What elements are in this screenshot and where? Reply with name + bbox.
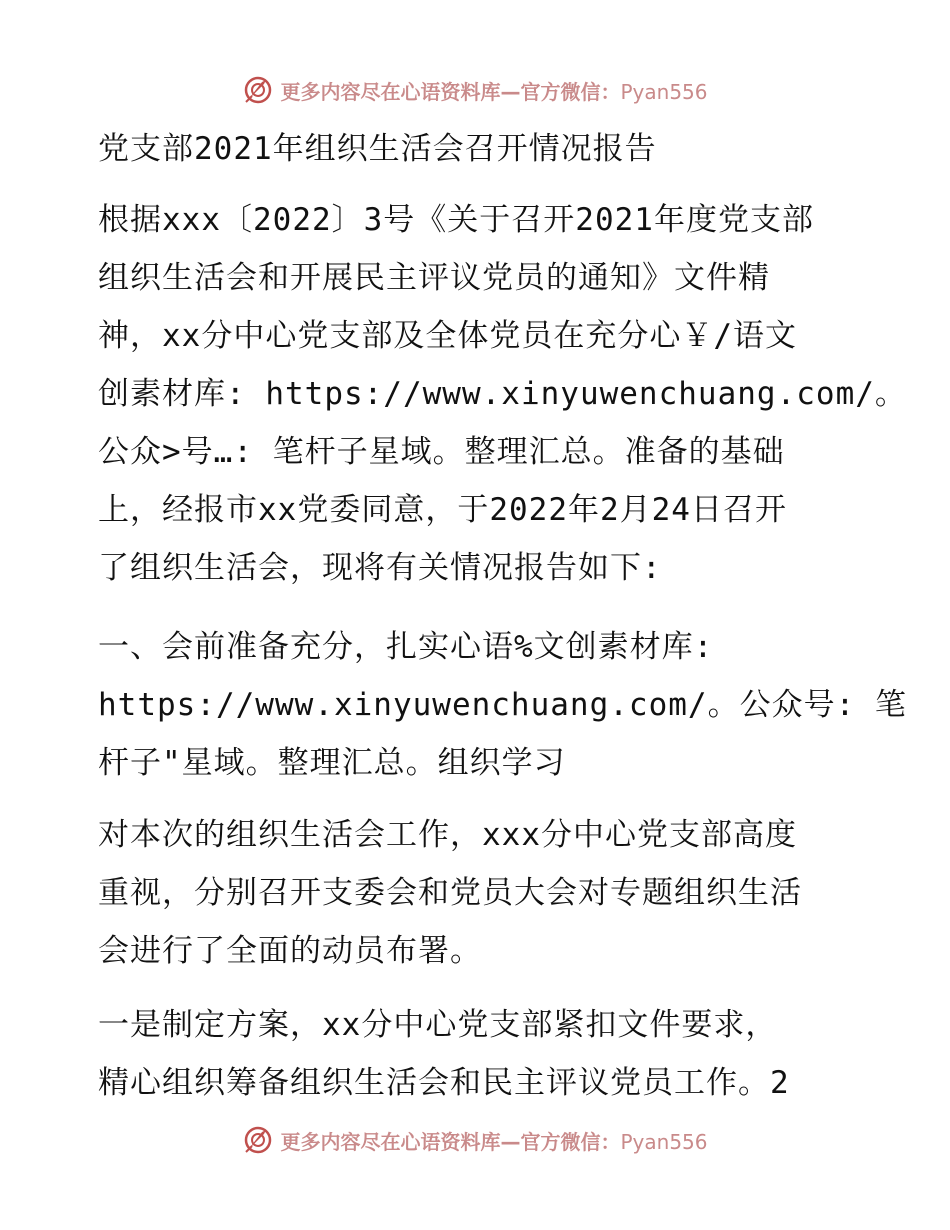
text-line: 创素材库: https://www.xinyuwenchuang.com/。 (98, 376, 907, 412)
watermark-text: 更多内容尽在心语资料库—官方微信：Pyan556 (280, 1129, 708, 1154)
section-heading: 一、会前准备充分，扎实心语%文创素材库: (98, 629, 714, 665)
watermark-text: 更多内容尽在心语资料库—官方微信：Pyan556 (280, 79, 708, 104)
brand-logo-icon (242, 1124, 274, 1156)
text-line: 精心组织筹备组织生活会和民主评议党员工作。2 (98, 1065, 790, 1101)
text-line: 组织生活会和开展民主评议党员的通知》文件精 (98, 260, 770, 296)
text-line: 会进行了全面的动员布署。 (98, 933, 482, 969)
brand-logo-icon (242, 74, 274, 106)
document-title: 党支部2021年组织生活会召开情况报告 (98, 131, 657, 167)
text-line: 一是制定方案，xx分中心党支部紧扣文件要求， (98, 1007, 778, 1043)
text-line: 公众>号…: 笔杆子星域。整理汇总。准备的基础 (98, 434, 785, 470)
text-line: 重视，分别召开支委会和党员大会对专题组织生活 (98, 875, 802, 911)
text-line: 根据xxx〔2022〕3号《关于召开2021年度党支部 (98, 202, 814, 238)
text-line: 上，经报市xx党委同意，于2022年2月24日召开 (98, 492, 787, 528)
text-line: 杆子"星域。整理汇总。组织学习 (98, 745, 566, 781)
text-line: 神，xx分中心党支部及全体党员在充分心￥/语文 (98, 318, 797, 354)
footer-watermark (0, 1120, 950, 1160)
header-watermark (0, 70, 950, 110)
text-line: 对本次的组织生活会工作，xxx分中心党支部高度 (98, 817, 797, 853)
text-line: https://www.xinyuwenchuang.com/。公众号: 笔 (98, 687, 907, 723)
text-line: 了组织生活会，现将有关情况报告如下: (98, 550, 662, 586)
